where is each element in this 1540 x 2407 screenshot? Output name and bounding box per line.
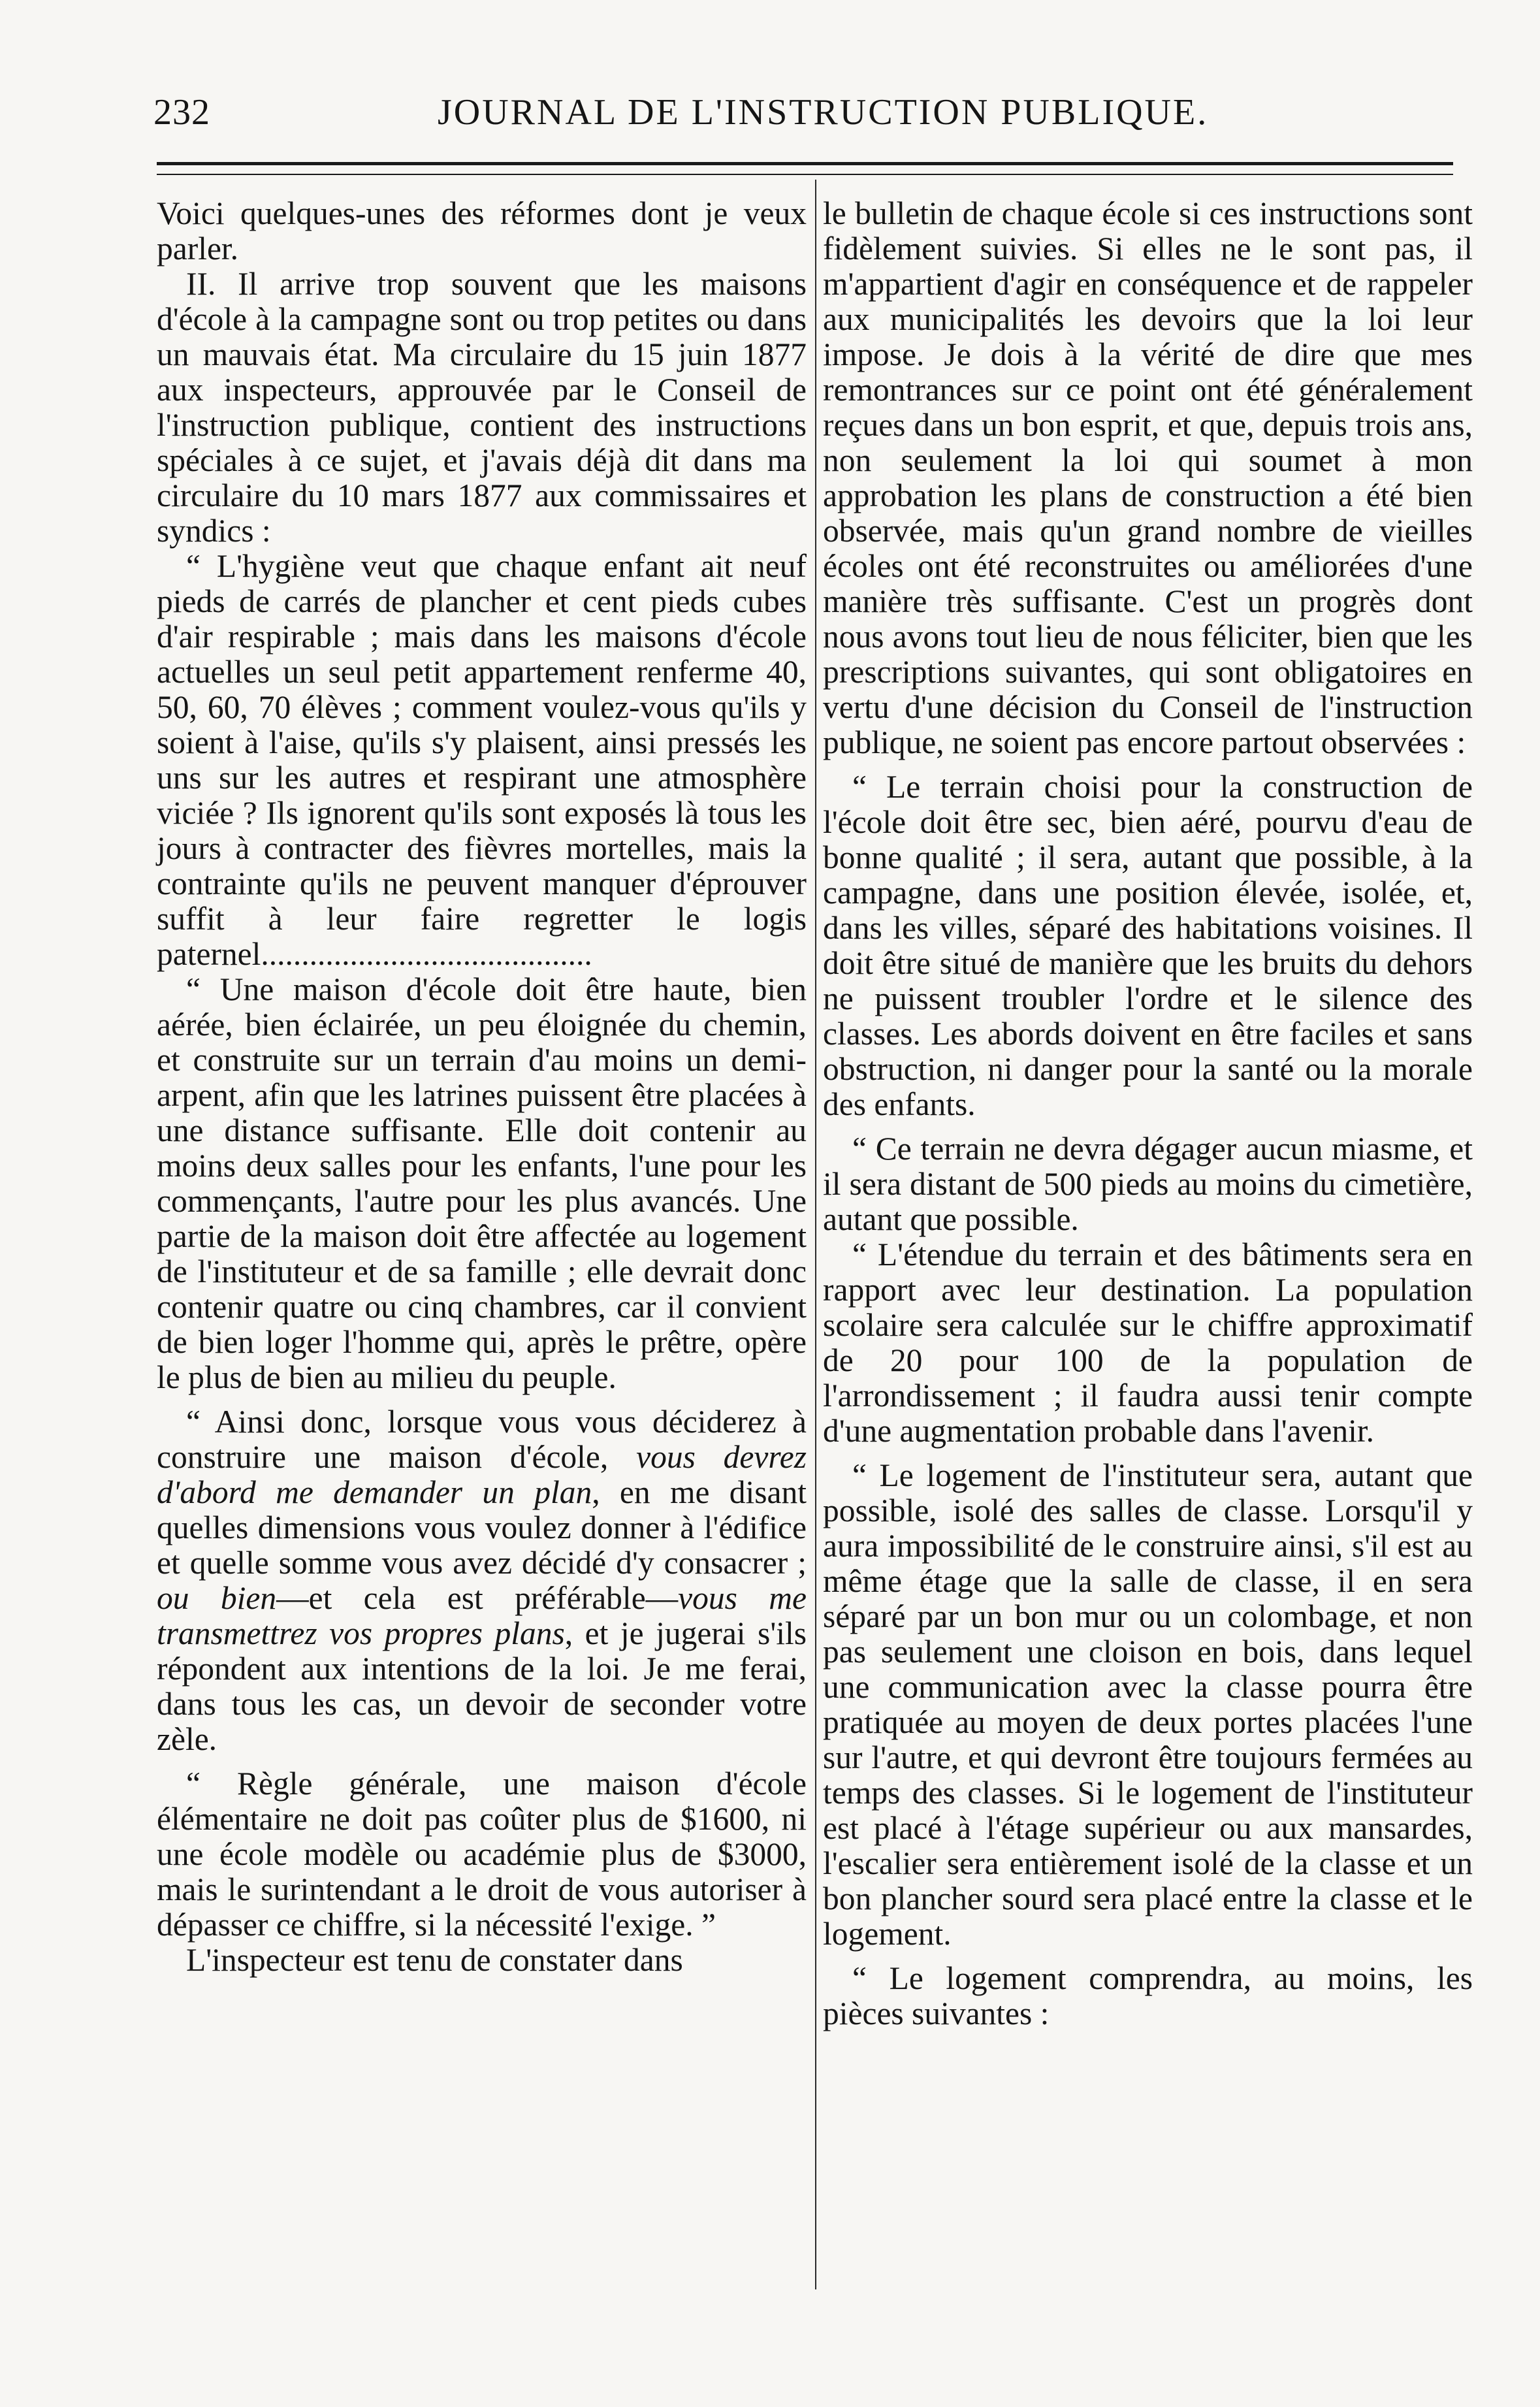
quoted-paragraph-with-italics <box>157 1404 807 1757</box>
page-number: 232 <box>153 92 210 133</box>
quoted-paragraph: “ L'étendue du terrain et des bâtiments sera en rapport avec leur destination. La population scolaire sera calculée sur le chiffre approximatif de 20 pour 100 de la population de l'arrondissement ; il faudra aussi tenir compte d'une augmentation probable dans l'avenir. <box>823 1236 1473 1449</box>
paragraph: Voici quelques-unes des réformes dont je veux parler. <box>157 195 807 267</box>
quoted-paragraph: “ Le logement comprendra, au moins, les pièces suivantes : <box>823 1960 1473 2031</box>
text-run: , et je jugerai s'ils répondent aux intentions de la loi. Je me ferai, dans tous les cas, un devoir de seconder votre zèle. <box>157 1615 807 1757</box>
quoted-paragraph: “ Règle générale, une maison d'école élémentaire ne doit pas coûter plus de $1600, ni une école modèle ou académie plus de $3000, mais le surintendant a le droit de vous autoriser à dépasser ce chiffre, si la nécessité l'exige. ” <box>157 1766 807 1943</box>
text-run: “ Ainsi donc, lorsque vous vous déciderez à construire une maison d'école, <box>157 1404 807 1475</box>
quoted-paragraph: “ Ce terrain ne devra dégager aucun miasme, et il sera distant de 500 pieds au moins du cimetière, autant que possible. <box>823 1131 1473 1237</box>
paragraph: II. Il arrive trop souvent que les maisons d'école à la campagne sont ou trop petites ou dans un mauvais état. Ma circulaire du 15 juin 1877 aux inspecteurs, approuvée par le Conseil de l'instruction publique, contient des instructions spéciales à ce sujet, et j'avais déjà dit dans ma circulaire du 10 mars 1877 aux commissaires et syndics : <box>157 266 807 549</box>
header-rule-thick <box>157 162 1453 165</box>
header-rule-thin <box>157 174 1453 175</box>
quoted-paragraph: “ Le logement de l'instituteur sera, autant que possible, isolé des salles de classe. Lorsqu'il y aura impossibilité de le construire ainsi, s'il est au même étage que la salle de classe, il en sera séparé par un bon mur ou un colombage, et non pas seulement une cloison en bois, dans lequel une communication avec la classe pourra être pratiquée au moyen de deux portes placées l'une sur l'autre, et qui devront être toujours fermées au temps des classes. Si le logement de l'instituteur est placé à l'étage supérieur ou aux mansardes, l'escalier sera entièrement isolé de la classe et un bon plancher sourd sera placé entre la classe et le logement. <box>823 1457 1473 1952</box>
running-title: JOURNAL DE L'INSTRUCTION PUBLIQUE. <box>438 92 1209 133</box>
italic-run: vous devrez d'abord me demander un plan <box>157 1439 807 1510</box>
paragraph: L'inspecteur est tenu de constater dans <box>186 1942 683 1978</box>
text-run: , en me disant quelles dimensions vous voulez donner à l'édifice et quelle somme vous avez décidé d'y consacrer ; <box>157 1474 807 1581</box>
column-divider <box>815 180 816 2289</box>
italic-run: ou bien <box>157 1580 277 1616</box>
paragraph: le bulletin de chaque école si ces instructions sont fidèlement suivies. Si elles ne le sont pas, il m'appartient d'agir en conséquence et de rappeler aux municipalités les devoirs que la loi leur impose. Je dois à la vérité de dire que mes remontrances sur ce point ont été généralement reçues dans un bon esprit, et que, depuis trois ans, non seulement la loi qui soumet à mon approbation les plans de construction a été bien observée, mais qu'un grand nombre de vieilles écoles ont été reconstruites ou améliorées d'une manière très suffisante. C'est un progrès dont nous avons tout lieu de nous féliciter, bien que les prescriptions suivantes, qui sont obligatoires en vertu d'une décision du Conseil de l'instruction publique, ne soient pas encore partout observées : <box>823 195 1473 760</box>
left-column <box>157 196 807 1978</box>
text-run: —et cela est préférable— <box>276 1580 679 1616</box>
quoted-paragraph: “ Une maison d'école doit être haute, bien aérée, bien éclairée, un peu éloignée du chemin, et construite sur un terrain d'au moins un demi-arpent, afin que les latrines puissent être placées à une distance suffisante. Elle doit contenir au moins deux salles pour les enfants, l'une pour les commençants, l'autre pour les plus avancés. Une partie de la maison doit être affectée au logement de l'instituteur et de sa famille ; elle devrait donc contenir quatre ou cinq chambres, car il convient de bien loger l'homme qui, après le prêtre, opère le plus de bien au milieu du peuple. <box>157 971 807 1395</box>
italic-run: vous me transmettrez vos propres plans <box>157 1580 807 1651</box>
quoted-paragraph: “ Le terrain choisi pour la construction de l'école doit être sec, bien aéré, pourvu d'eau de bonne qualité ; il sera, autant que possible, à la campagne, dans une position élevée, isolée, et, dans les villes, séparé des habitations voisines. Il doit être situé de manière que les bruits du dehors ne puissent troubler l'ordre et le silence des classes. Les abords doivent en être faciles et sans obstruction, ni danger pour la santé ou la morale des enfants. <box>823 769 1473 1122</box>
right-column <box>823 196 1473 2031</box>
quoted-paragraph: “ L'hygiène veut que chaque enfant ait neuf pieds de carrés de plancher et cent pieds cubes d'air respirable ; mais dans les maisons d'école actuelles un seul petit appartement renferme 40, 50, 60, 70 élèves ; comment voulez-vous qu'ils y soient à l'aise, qu'ils s'y plaisent, ainsi pressés les uns sur les autres et respirant une atmosphère viciée ? Ils ignorent qu'ils sont exposés là tous les jours à contracter des fièvres mortelles, mais la contrainte qu'ils ne peuvent manquer d'éprouver suffit à leur faire regretter le logis paternel......................................... <box>157 548 807 972</box>
